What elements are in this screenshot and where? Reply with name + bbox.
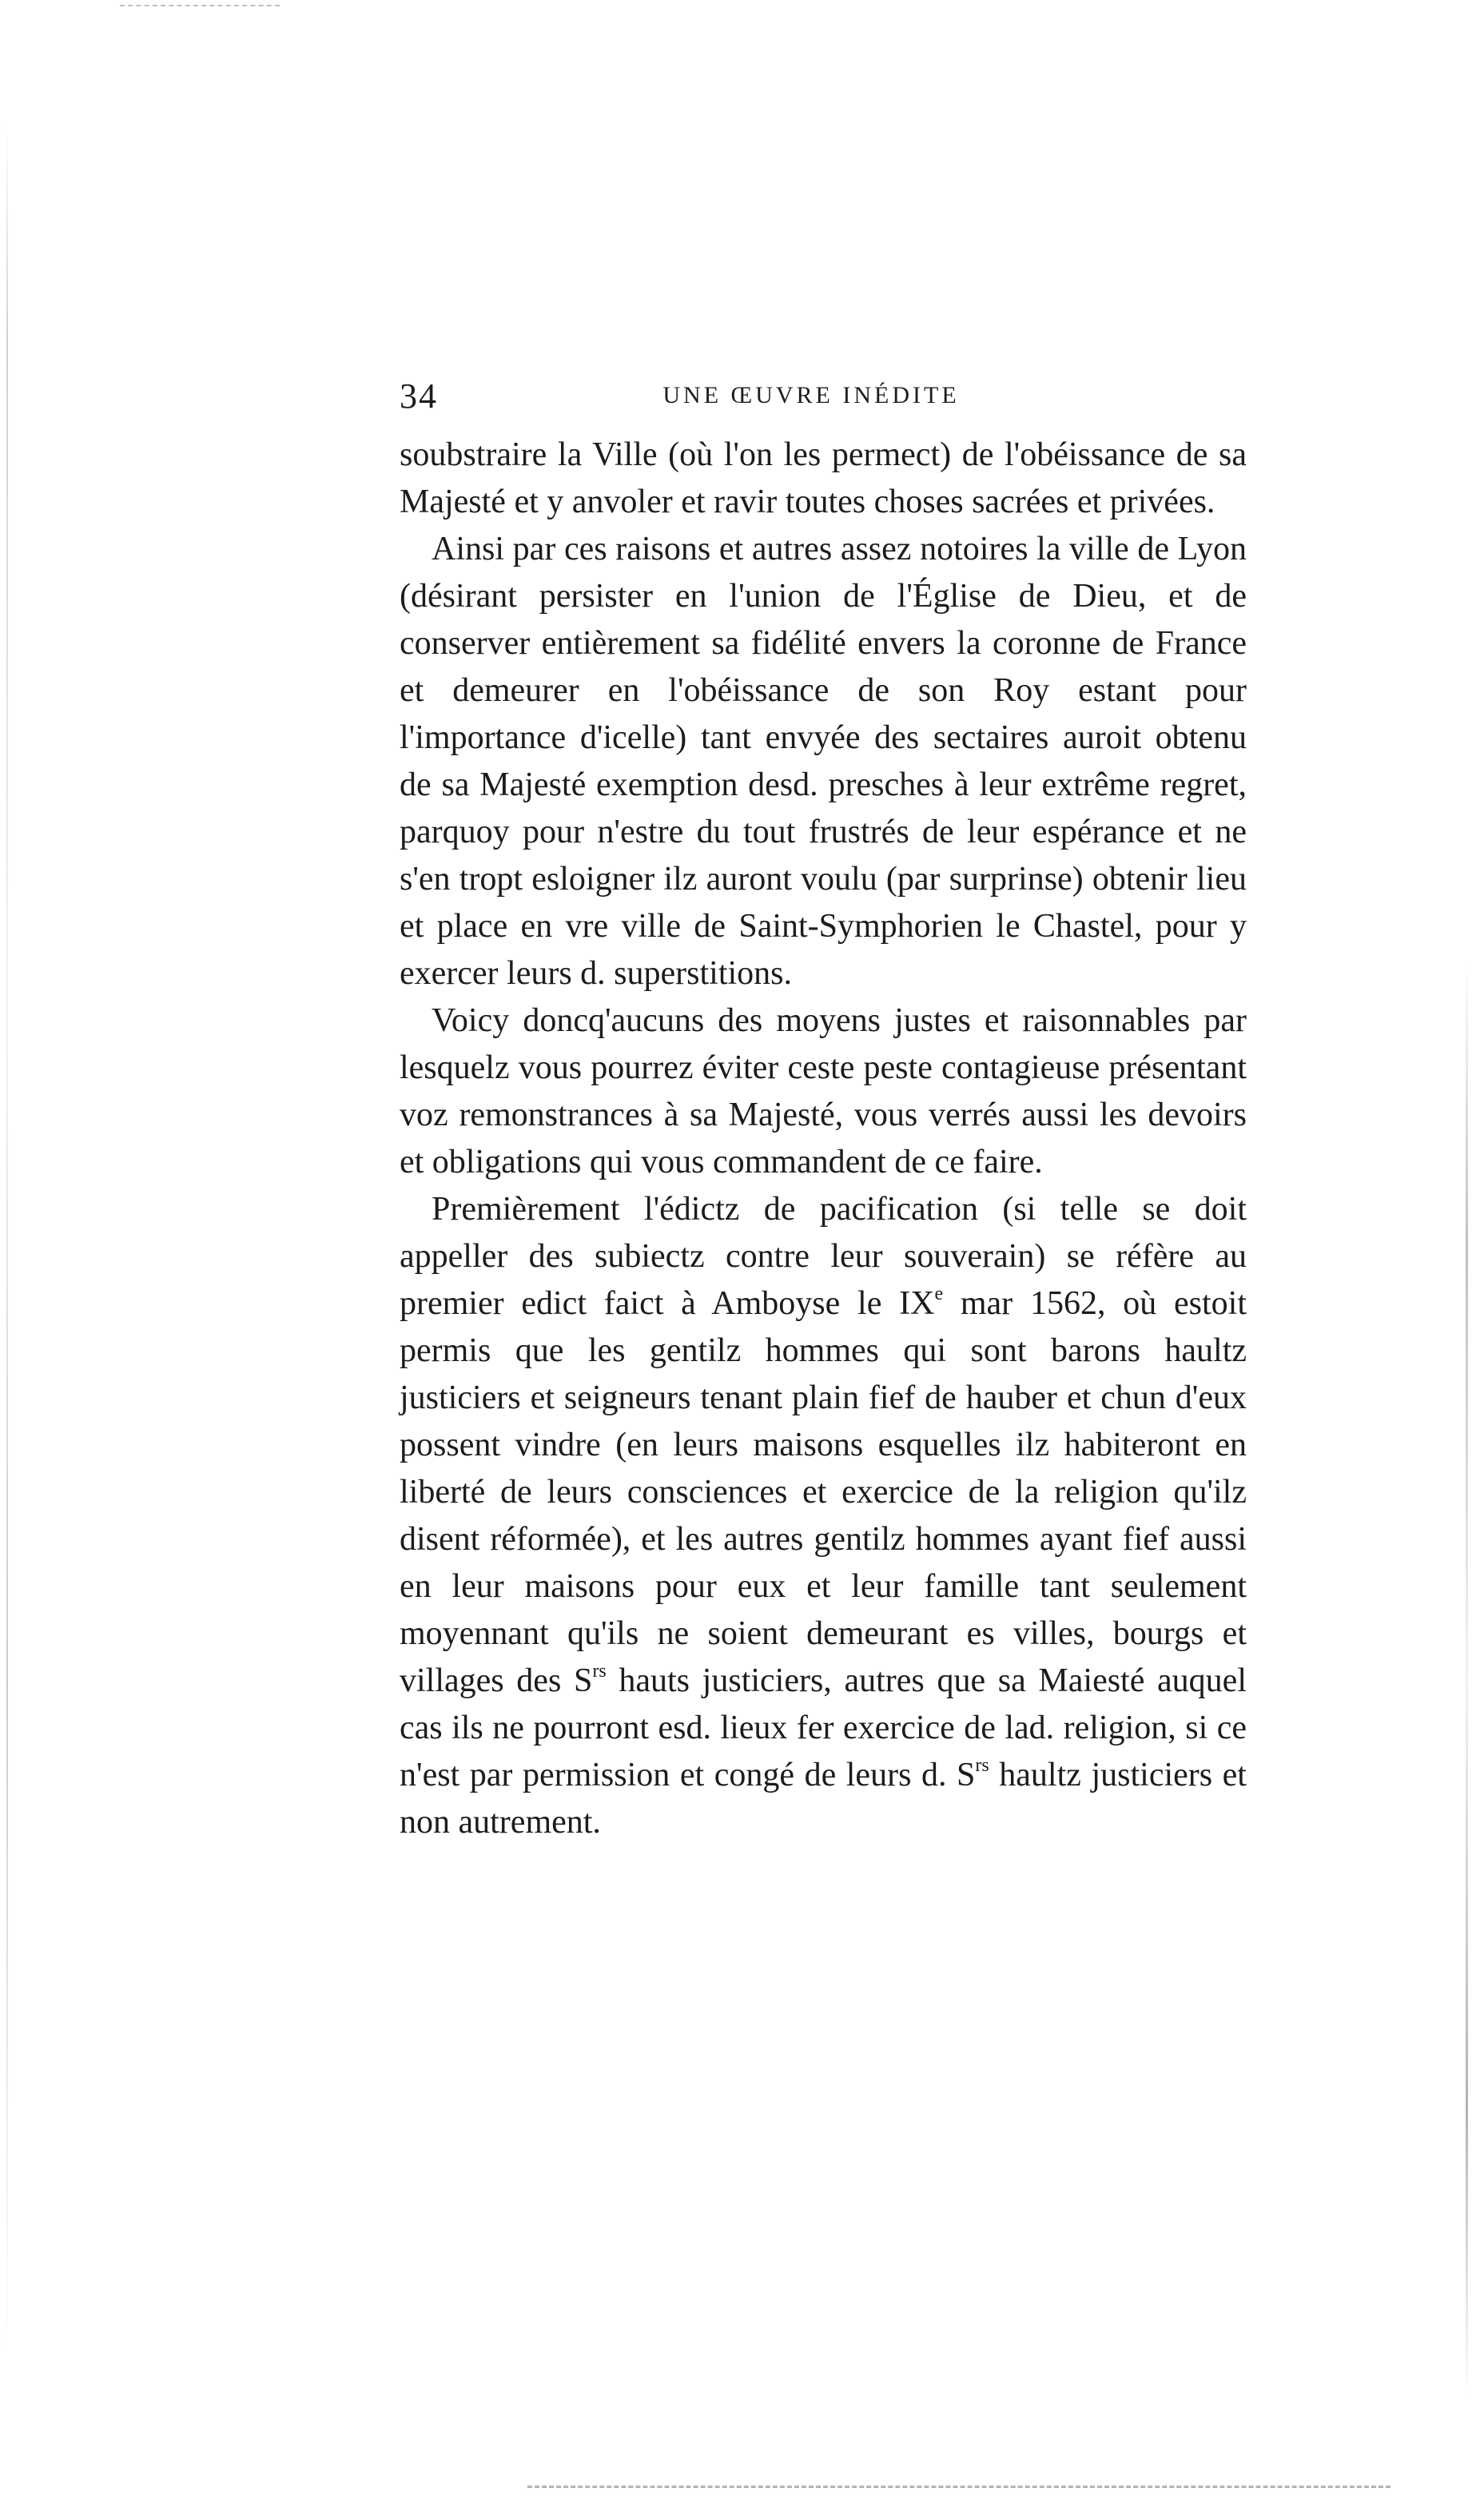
paragraph: Ainsi par ces raisons et autres assez notoires la ville de Lyon (désirant persister en l'union de l'Église de Dieu, et de conserver entièrement sa fidélité envers la coronne de France et demeurer en l'obéissance de son Roy estant pour l'importance d'icelle) tant envyée des sectaires auroit obtenu de sa Majesté exemption desd. presches à leur extrême regret, parquoy pour n'estre du tout frustrés de leur espérance et ne s'en tropt esloigner ilz auront voulu (par surprinse) obtenir lieu et place en vre ville de Saint-Symphorien le Chastel, pour y exercer leurs d. superstitions. (400, 531, 1247, 992)
superscript: rs (592, 1661, 607, 1682)
paragraph-segment: hauts justiciers, autres que sa Maiesté auquel cas ils ne pourront esd. lieux fer exercice de lad. religion, si ce n'est par permission et congé de leurs d. S (400, 1662, 1247, 1793)
scan-edge-mark-left (6, 120, 8, 2358)
superscript: rs (975, 1755, 989, 1776)
paragraph (400, 1186, 1247, 1846)
superscript: e (934, 1284, 944, 1304)
body-text (400, 432, 1247, 1846)
paragraph-segment: haultz justiciers et non autrement. (400, 1757, 1247, 1841)
scan-edge-mark-top (120, 5, 280, 8)
page-number: 34 (400, 376, 438, 416)
paragraph: soubstraire la Ville (où l'on les permect) de l'obéissance de sa Majesté et y anvoler et ravir toutes choses sacrées et privées. (400, 436, 1247, 520)
scan-edge-mark-right (1466, 959, 1468, 2398)
paragraph-segment: Premièrement l'édictz de pacification (si telle se doit appeller des subiectz contre leur souverain) se réfère au premier edict faict à Amboyse le IX (400, 1191, 1247, 1322)
paragraph: Voicy doncq'aucuns des moyens justes et raisonnables par lesquelz vous pourrez éviter ceste peste contagieuse présentant voz remonstrances à sa Majesté, vous verrés aussi les devoirs et obligations qui vous commandent de ce faire. (400, 1002, 1247, 1180)
paragraph-segment: mar 1562, où estoit permis que les gentilz hommes qui sont barons haultz justiciers et seigneurs tenant plain fief de hauber et chun d'eux possent vindre (en leurs maisons esquelles ilz habiteront en liberté de leurs consciences et exercice de la religion qu'ilz disent réformée), et les autres gentilz hommes ayant fief aussi en leur maisons pour eux et leur famille tant seulement moyennant qu'ils ne soient demeurant es villes, bourgs et villages des S (400, 1285, 1247, 1699)
running-title: UNE ŒUVRE INÉDITE (662, 382, 960, 408)
page-header (400, 376, 1223, 424)
scan-edge-mark-bottom (527, 2486, 1391, 2490)
